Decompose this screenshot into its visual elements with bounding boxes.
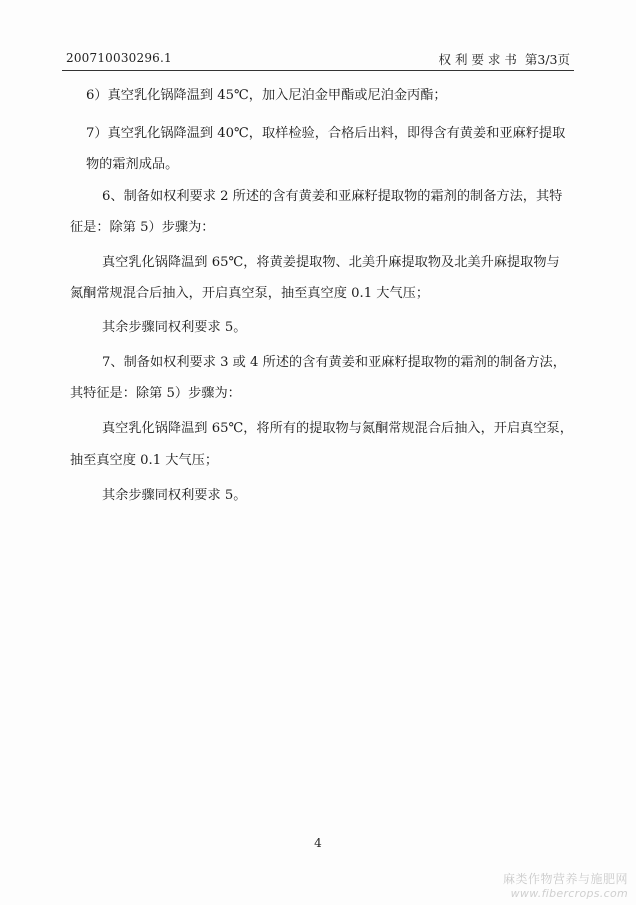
claim-6-line-1: 6、制备如权利要求 2 所述的含有黄姜和亚麻籽提取物的霜剂的制备方法，其特 bbox=[102, 189, 563, 204]
application-number: 200710030296.1 bbox=[66, 51, 172, 65]
claim-6-rest: 其余步骤同权利要求 5。 bbox=[102, 320, 247, 335]
claim-6-line-2: 征是：除第 5）步骤为： bbox=[70, 220, 215, 235]
header-divider bbox=[62, 70, 574, 71]
watermark-site-url: www.fibercrops.com bbox=[510, 887, 628, 900]
claim-7-line-1: 7、制备如权利要求 3 或 4 所述的含有黄姜和亚麻籽提取物的霜剂的制备方法， bbox=[102, 355, 566, 370]
page-indicator: 第3/3页 bbox=[524, 52, 570, 67]
claim-6-detail-line-1: 真空乳化锅降温到 65℃，将黄姜提取物、北美升麻提取物及北美升麻提取物与 bbox=[102, 255, 560, 270]
claim-6-detail-line-2: 氮酮常规混合后抽入，开启真空泵，抽至真空度 0.1 大气压； bbox=[70, 286, 430, 301]
claim-7-rest: 其余步骤同权利要求 5。 bbox=[102, 488, 247, 503]
step-6-text: 6）真空乳化锅降温到 45℃，加入尼泊金甲酯或尼泊金丙酯； bbox=[86, 88, 447, 103]
watermark-site-name: 麻类作物营养与施肥网 bbox=[502, 872, 628, 886]
claim-7-detail-line-2: 抽至真空度 0.1 大气压； bbox=[70, 453, 219, 468]
claim-7-line-2: 其特征是：除第 5）步骤为： bbox=[70, 386, 241, 401]
section-title: 权 利 要 求 书 bbox=[438, 52, 517, 67]
claim-7-detail-line-1: 真空乳化锅降温到 65℃，将所有的提取物与氮酮常规混合后抽入，开启真空泵， bbox=[102, 421, 573, 436]
page-number: 4 bbox=[314, 836, 322, 850]
step-7-text-line-2: 物的霜剂成品。 bbox=[86, 157, 179, 172]
step-7-text-line-1: 7）真空乳化锅降温到 40℃，取样检验，合格后出料，即得含有黄姜和亚麻籽提取 bbox=[86, 126, 566, 141]
header-section-info bbox=[439, 50, 570, 68]
